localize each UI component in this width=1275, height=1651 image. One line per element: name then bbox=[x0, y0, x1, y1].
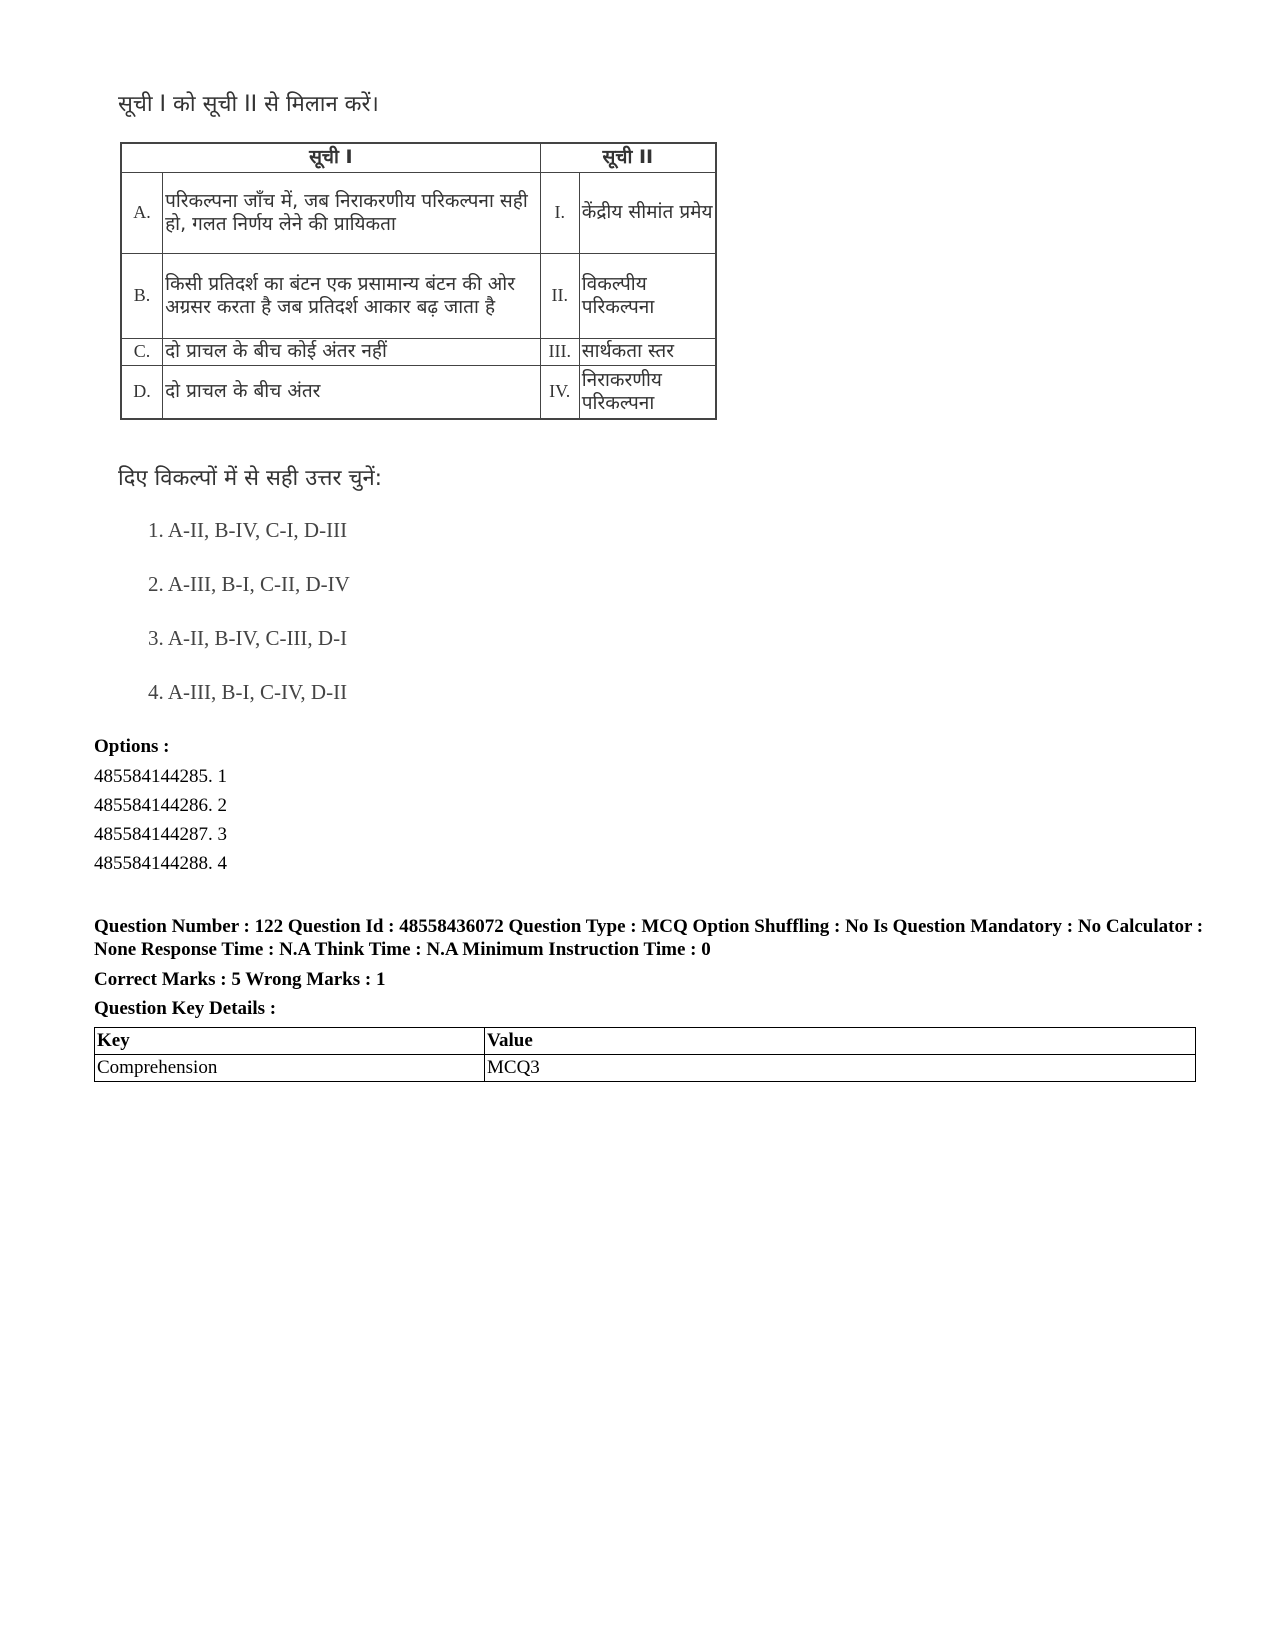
row-label: A. bbox=[121, 173, 163, 254]
key-details-heading: Question Key Details : bbox=[94, 998, 277, 1019]
question-image bbox=[110, 70, 730, 710]
options-list bbox=[94, 762, 227, 878]
row-roman: II. bbox=[540, 254, 579, 339]
answer-choice: 3. A-II, B-IV, C-III, D-I bbox=[148, 626, 348, 650]
option-item: 485584144285. 1 bbox=[94, 766, 227, 787]
list-1-item: किसी प्रतिदर्श का बंटन एक प्रसामान्य बंटन की ओर अग्रसर करता है जब प्रतिदर्श आकार बढ़ जाता है bbox=[163, 254, 541, 339]
match-row bbox=[121, 254, 716, 339]
match-row bbox=[121, 339, 716, 366]
match-table bbox=[120, 142, 717, 420]
list-1-item: परिकल्पना जाँच में, जब निराकरणीय परिकल्पना सही हो, गलत निर्णय लेने की प्रायिकता bbox=[163, 173, 541, 254]
row-label: C. bbox=[121, 339, 163, 366]
question-instruction: सूची I को सूची II से मिलान करें। bbox=[118, 92, 379, 117]
list-2-item: निराकरणीय परिकल्पना bbox=[579, 366, 716, 420]
list-2-item: केंद्रीय सीमांत प्रमेय bbox=[579, 173, 716, 254]
list-2-item: सार्थकता स्तर bbox=[579, 339, 716, 366]
choose-prompt: दिए विकल्पों में से सही उत्तर चुनें: bbox=[118, 466, 383, 491]
answer-choice: 2. A-III, B-I, C-II, D-IV bbox=[148, 572, 350, 596]
row-roman: III. bbox=[540, 339, 579, 366]
list-2-item: विकल्पीय परिकल्पना bbox=[579, 254, 716, 339]
list-1-header: सूची I bbox=[121, 143, 540, 173]
table-row bbox=[95, 1055, 1196, 1082]
row-roman: I. bbox=[540, 173, 579, 254]
option-item: 485584144286. 2 bbox=[94, 795, 227, 816]
list-1-item: दो प्राचल के बीच अंतर bbox=[163, 366, 541, 420]
row-label: D. bbox=[121, 366, 163, 420]
answer-choice: 4. A-III, B-I, C-IV, D-II bbox=[148, 680, 348, 704]
options-heading: Options : bbox=[94, 736, 170, 757]
row-roman: IV. bbox=[540, 366, 579, 420]
option-item: 485584144288. 4 bbox=[94, 853, 227, 874]
list-1-item: दो प्राचल के बीच कोई अंतर नहीं bbox=[163, 339, 541, 366]
marks-line: Correct Marks : 5 Wrong Marks : 1 bbox=[94, 969, 386, 990]
match-row bbox=[121, 173, 716, 254]
match-row bbox=[121, 366, 716, 420]
list-2-header: सूची II bbox=[540, 143, 716, 173]
value-header: Value bbox=[485, 1028, 1196, 1055]
match-table-header bbox=[121, 143, 716, 173]
option-item: 485584144287. 3 bbox=[94, 824, 227, 845]
answer-choice: 1. A-II, B-IV, C-I, D-III bbox=[148, 518, 348, 542]
key-cell: Comprehension bbox=[95, 1055, 485, 1082]
key-header: Key bbox=[95, 1028, 485, 1055]
question-details: Question Number : 122 Question Id : 48558436072 Question Type : MCQ Option Shuffling : No Is Question Mandatory : No Calculator : None Response Time : N.A Think Time : N.A Minimum Instruction Time : 0 bbox=[94, 916, 1204, 960]
value-cell: MCQ3 bbox=[485, 1055, 1196, 1082]
row-label: B. bbox=[121, 254, 163, 339]
answer-choices bbox=[148, 518, 350, 734]
key-table-header bbox=[95, 1028, 1196, 1055]
key-table bbox=[94, 1027, 1196, 1082]
